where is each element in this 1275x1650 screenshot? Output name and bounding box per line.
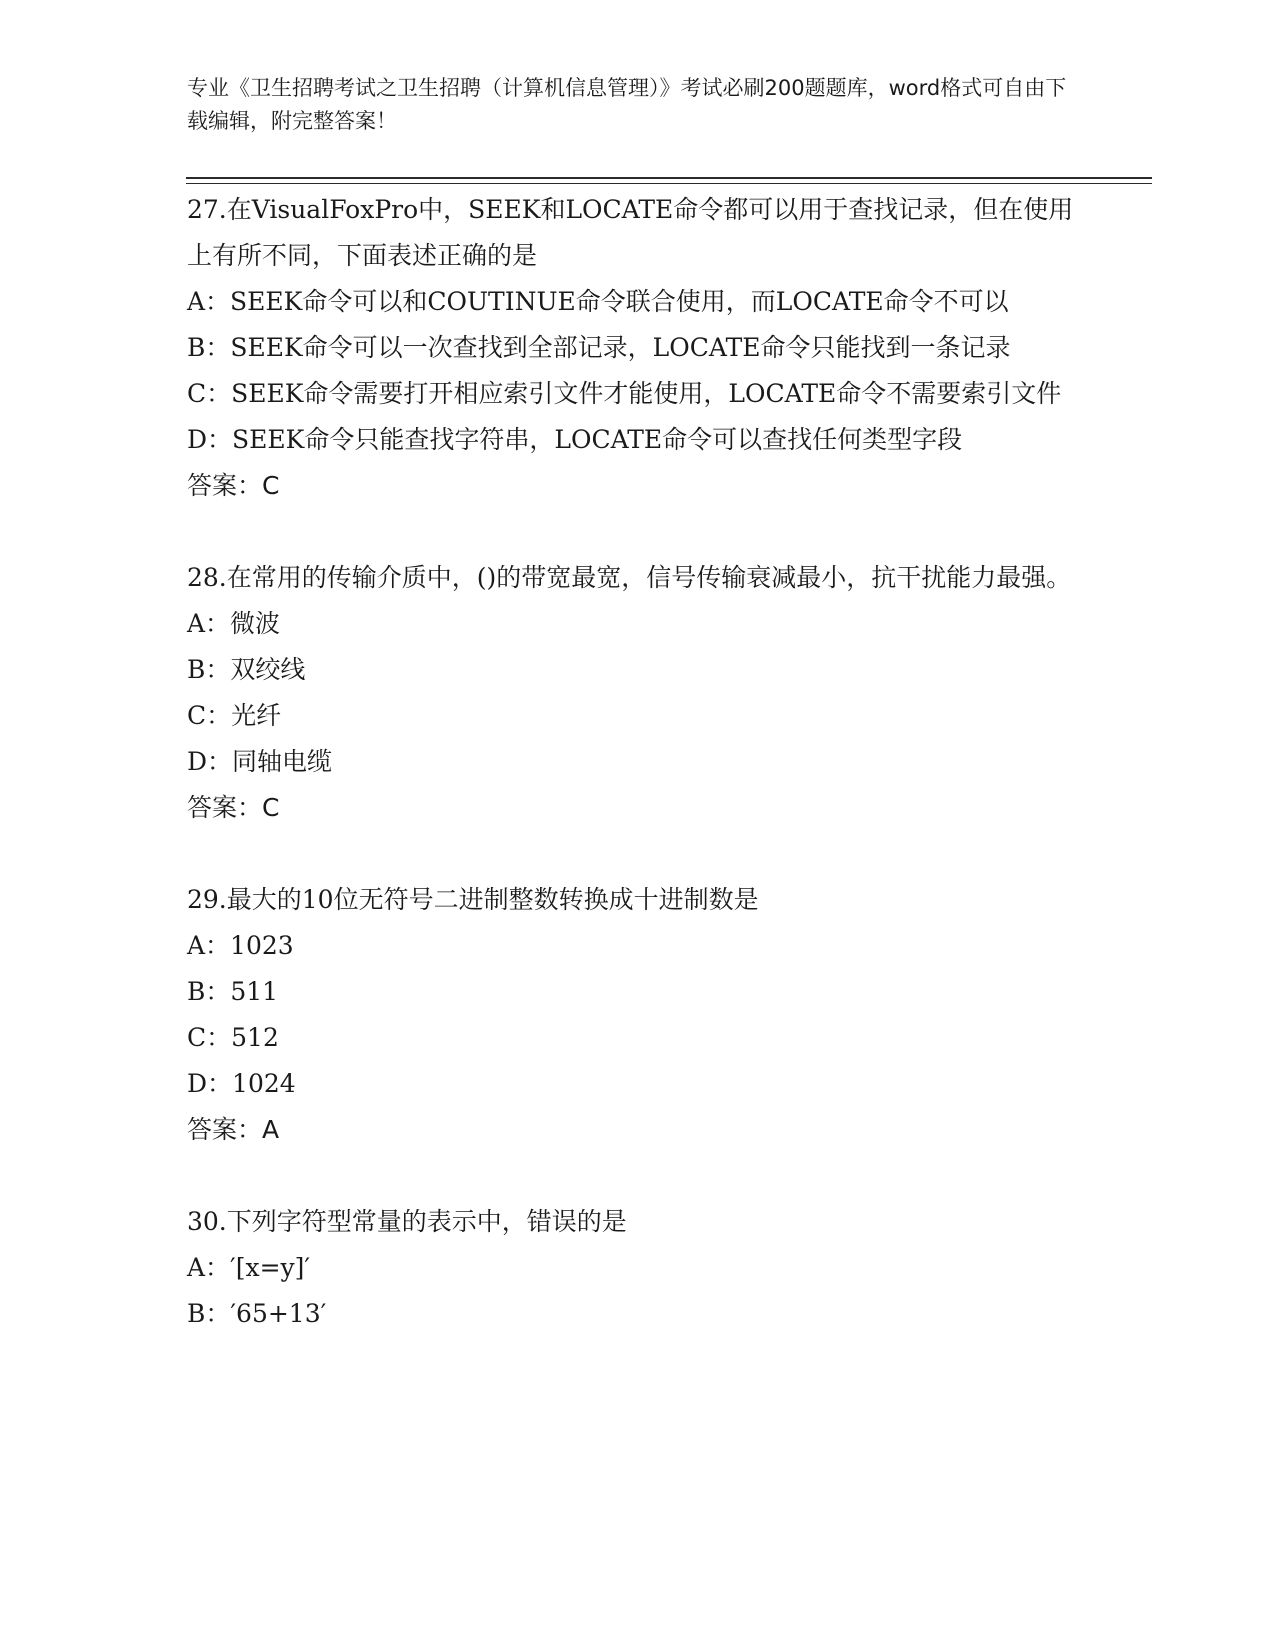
option-a: A：1023: [187, 931, 294, 960]
question-spacer: [187, 509, 1087, 555]
question-28: [187, 555, 1087, 877]
header-divider-thick: [186, 177, 1152, 179]
question-27: [187, 187, 1087, 555]
option-c: C：SEEK命令需要打开相应索引文件才能使用，LOCATE命令不需要索引文件: [187, 379, 1062, 408]
option-a: A：SEEK命令可以和COUTINUE命令联合使用，而LOCATE命令不可以: [187, 287, 1009, 316]
option-d: D：同轴电缆: [187, 747, 333, 776]
option-c: C：512: [187, 1023, 279, 1052]
question-stem: 27.在VisualFoxPro中，SEEK和LOCATE命令都可以用于查找记录，但在使用上有所不同，下面表述正确的是: [187, 195, 1074, 270]
question-30: [187, 1199, 1087, 1337]
option-b: B：511: [187, 977, 279, 1006]
option-b: B：SEEK命令可以一次查找到全部记录，LOCATE命令只能找到一条记录: [187, 333, 1011, 362]
option-c: C：光纤: [187, 701, 282, 730]
header-divider-thin: [186, 183, 1152, 184]
question-spacer: [187, 831, 1087, 877]
option-a: A：′[x=y]′: [187, 1253, 311, 1282]
question-answer: 答案：C: [187, 793, 280, 822]
question-29: [187, 877, 1087, 1199]
question-answer: 答案：A: [187, 1115, 280, 1144]
question-stem: 28.在常用的传输介质中，()的带宽最宽，信号传输衰减最小，抗干扰能力最强。: [187, 563, 1072, 592]
option-d: D：1024: [187, 1069, 296, 1098]
option-b: B：′65+13′: [187, 1299, 327, 1328]
document-header: 专业《卫生招聘考试之卫生招聘（计算机信息管理）》考试必刷200题题库，word格式可自由下载编辑，附完整答案！: [187, 76, 1067, 133]
question-stem: 29.最大的10位无符号二进制整数转换成十进制数是: [187, 885, 759, 914]
question-spacer: [187, 1153, 1087, 1199]
question-stem: 30.下列字符型常量的表示中，错误的是: [187, 1207, 627, 1236]
option-d: D：SEEK命令只能查找字符串，LOCATE命令可以查找任何类型字段: [187, 425, 963, 454]
question-answer: 答案：C: [187, 471, 280, 500]
option-a: A：微波: [187, 609, 281, 638]
option-b: B：双绞线: [187, 655, 306, 684]
question-list: [187, 187, 1087, 1337]
